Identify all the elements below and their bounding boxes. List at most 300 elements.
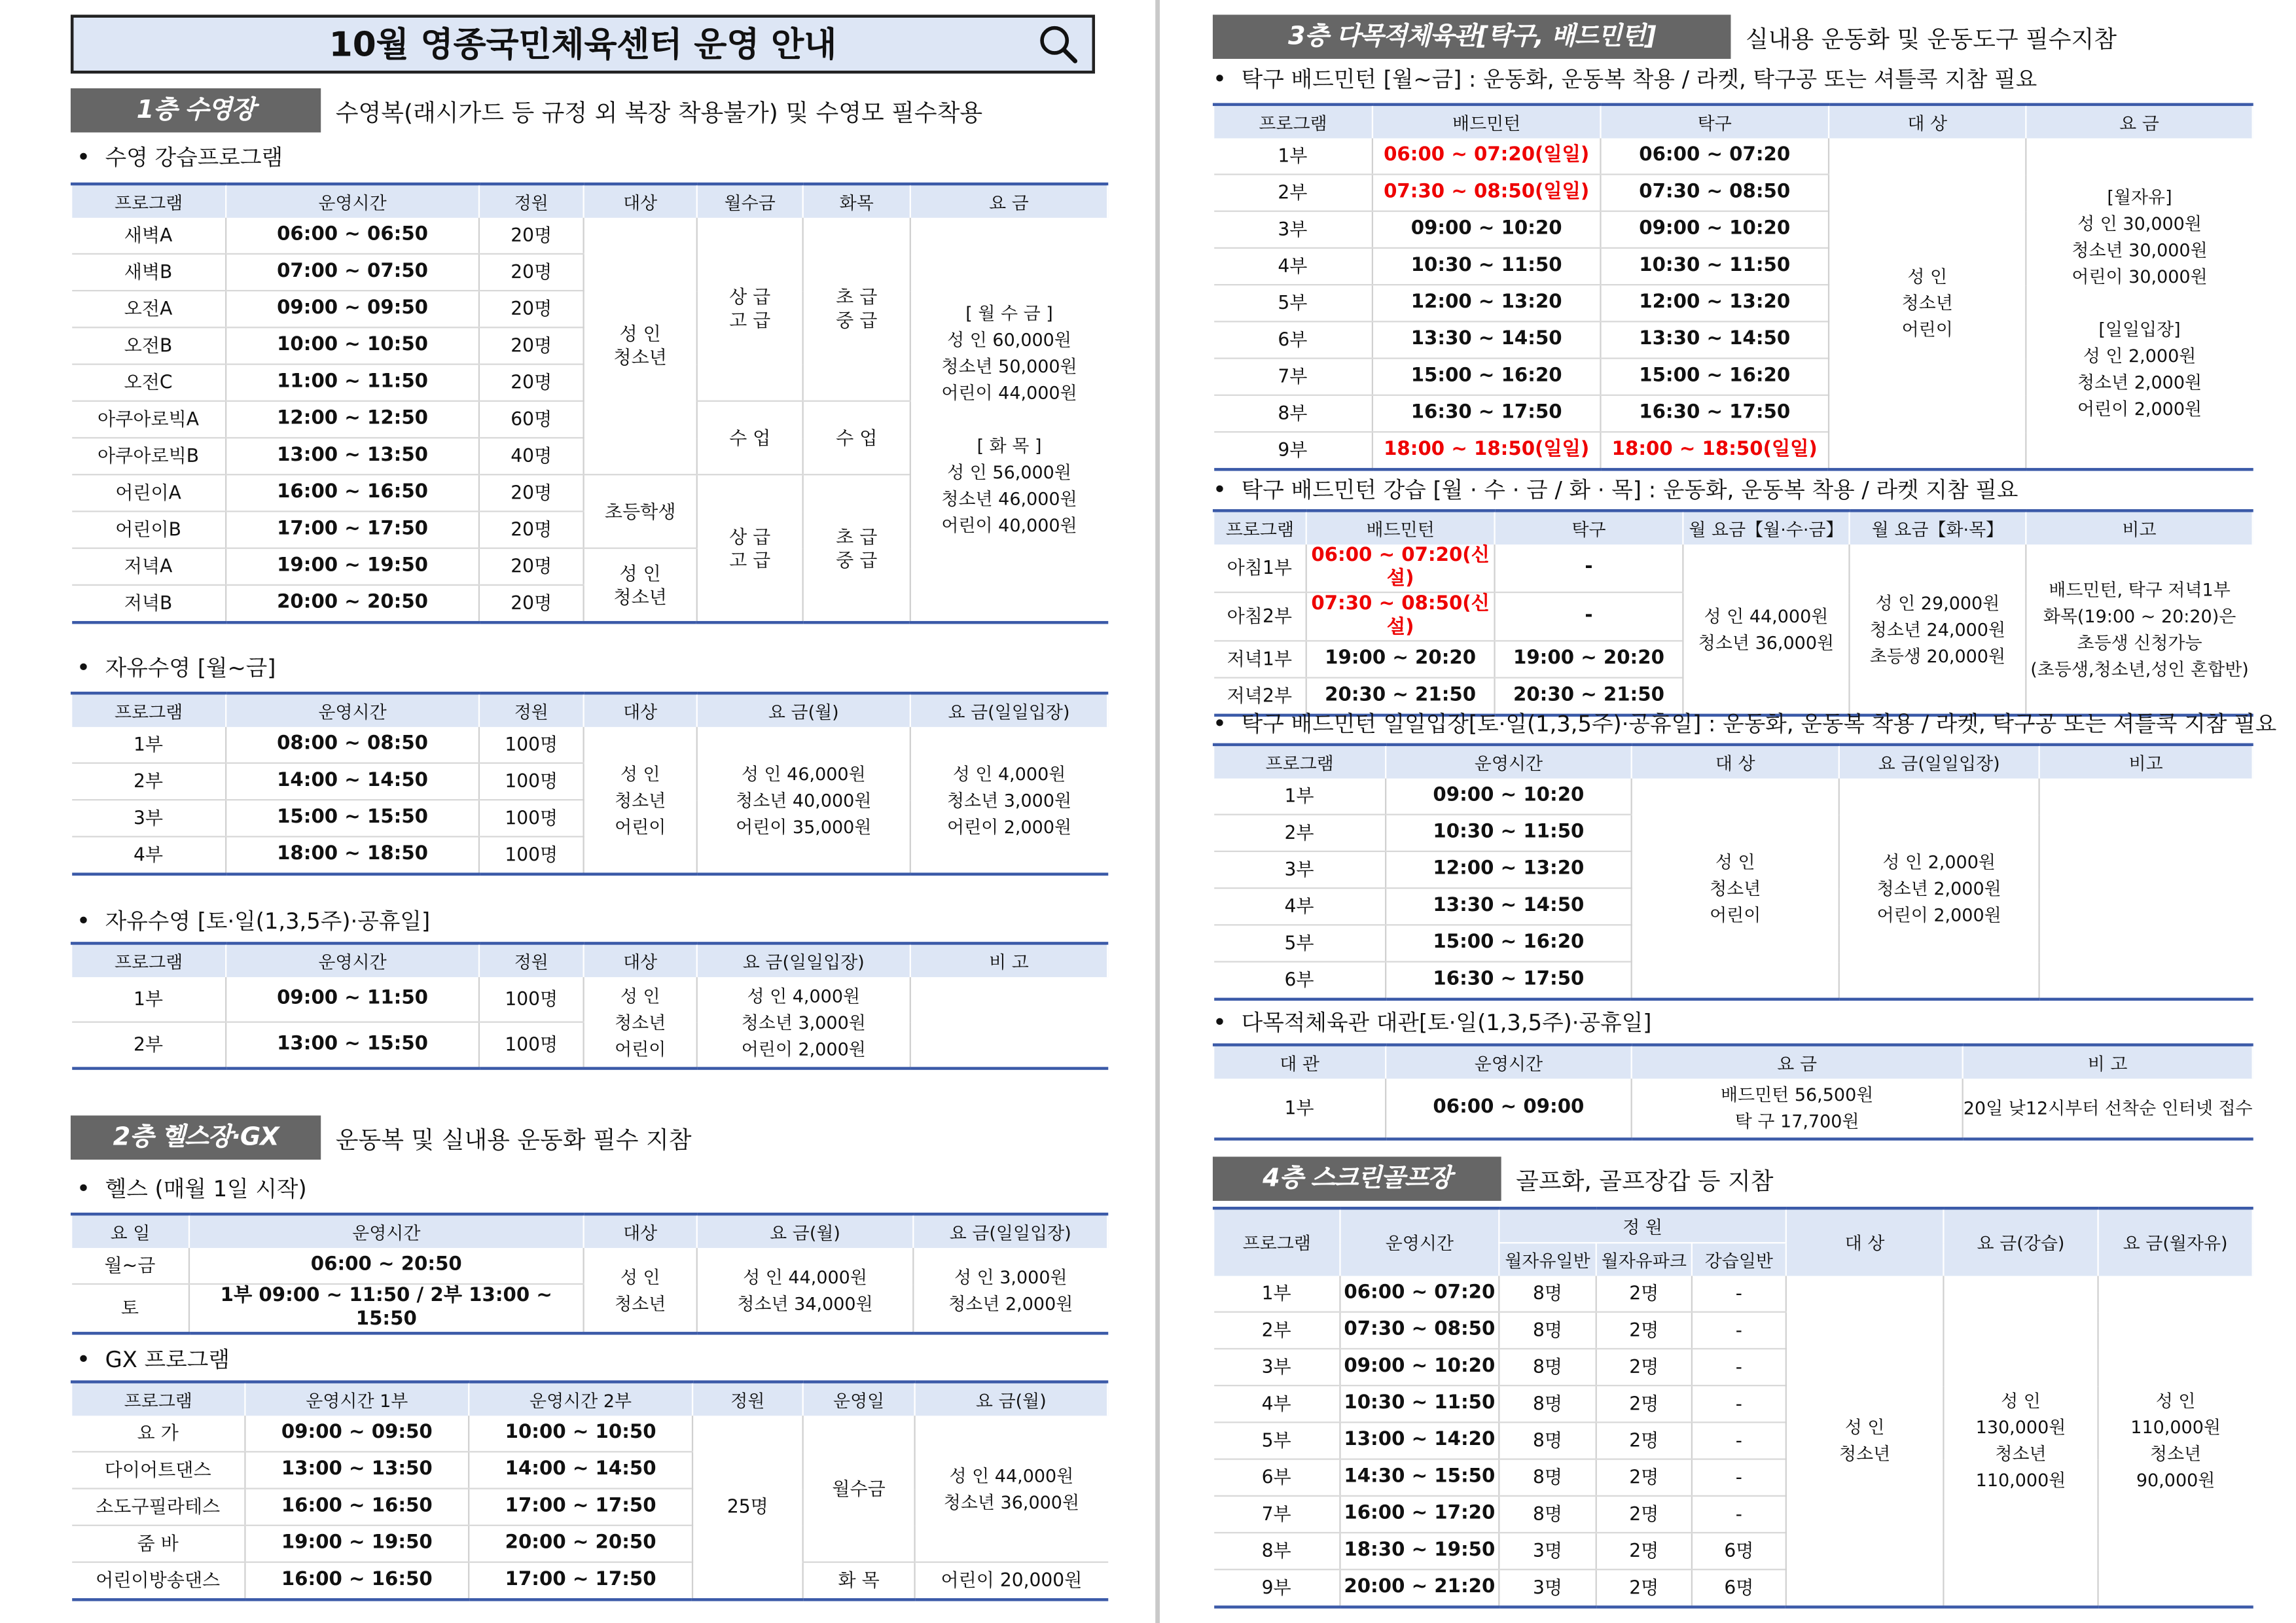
golf-header-5: 요 금(월자유) [2098, 1208, 2253, 1275]
table-row [71, 218, 1107, 254]
program-name: 새벽A [71, 218, 226, 254]
badminton-time: 20:30 ~ 21:50 [1306, 678, 1495, 715]
swim-lesson-heading: • 수영 강습프로그램 [77, 141, 1108, 173]
floor3-badge: 3층 다목적체육관[탁구, 배드민턴] [1213, 14, 1731, 58]
capacity-value: 100명 [479, 836, 584, 874]
capacity-value: 20명 [479, 585, 584, 622]
free-swim-weekend-table [71, 942, 1108, 1070]
program-name: 오전A [71, 291, 226, 327]
floor1-header [71, 88, 1108, 132]
table-tennis-time: 13:30 ~ 14:50 [1600, 321, 1829, 358]
table-tennis-time: 12:00 ~ 13:20 [1600, 285, 1829, 321]
program-name: 요 가 [71, 1416, 245, 1452]
table-tennis-time: - [1495, 544, 1683, 592]
golf-header-row [1213, 1208, 2253, 1243]
time-part2: 20:00 ~ 20:50 [469, 1525, 692, 1562]
floor1-badge: 1층 수영장 [71, 88, 321, 132]
program-name: 6부 [1213, 321, 1372, 358]
capacity-value: 20명 [479, 511, 584, 548]
badminton-time: 18:00 ~ 18:50(일일) [1372, 432, 1601, 469]
time-value: 12:00 ~ 13:20 [1386, 851, 1632, 888]
tt-bad-free-header-0: 프로그램 [1213, 105, 1372, 139]
table-tennis-time: - [1495, 592, 1683, 641]
time-part2: 14:00 ~ 14:50 [469, 1452, 692, 1488]
program-name: 아침1부 [1213, 544, 1306, 592]
fee-mwf-cell: 성 인 44,000원 청소년 36,000원 [1683, 544, 1849, 715]
day-value: 토 [71, 1284, 189, 1333]
program-name: 어린이B [71, 511, 226, 548]
swim-lesson-table [71, 183, 1108, 624]
tt-bad-day-header-0: 프로그램 [1213, 745, 1386, 779]
swim-lesson-header-4: 월수금 [697, 184, 803, 218]
fee-cell: 배드민턴 56,500원 탁 구 17,700원 [1632, 1079, 1963, 1139]
tt-bad-day-table [1213, 743, 2253, 1001]
golf-table [1213, 1207, 2253, 1609]
rental-wrap [1213, 1043, 2253, 1140]
fee-cell: [ 월 수 금 ] 성 인 60,000원 청소년 50,000원 어린이 44,000원 [ 화 목 ] 성 인 56,000원 청소년 46,000원 어린이 40,000원 [910, 218, 1107, 622]
time-value: 14:30 ~ 15:50 [1340, 1459, 1499, 1496]
swim-lesson-table-wrap [71, 183, 1108, 624]
capacity-value: 20명 [479, 218, 584, 254]
free-swim-weekend-heading: • 자유수영 [토·일(1,3,5주)·공휴일] [77, 905, 1108, 937]
program-name: 2부 [71, 763, 226, 800]
capacity-free-general: 3명 [1499, 1569, 1596, 1607]
swim-lesson-header-0: 프로그램 [71, 184, 226, 218]
program-name: 다이어트댄스 [71, 1452, 245, 1488]
capacity-free-park: 2명 [1596, 1569, 1692, 1607]
tt-bad-day-header-3: 요 금(일일입장) [1839, 745, 2039, 779]
time-value: 16:00 ~ 17:20 [1340, 1496, 1499, 1533]
golf-subheader-0: 월자유일반 [1499, 1243, 1596, 1276]
capacity-lesson-general: 6명 [1692, 1533, 1786, 1569]
tt-bad-day-header-2: 대 상 [1632, 745, 1839, 779]
fee-day-cell: 성 인 4,000원 청소년 3,000원 어린이 2,000원 [910, 727, 1107, 874]
capacity-free-general: 8명 [1499, 1496, 1596, 1533]
golf-wrap [1213, 1207, 2253, 1609]
rental-header-3: 비 고 [1963, 1045, 2253, 1079]
floor1-note: 수영복(래시가드 등 규정 외 복장 착용불가) 및 수영모 필수착용 [335, 98, 983, 126]
table-tennis-time: 15:00 ~ 16:20 [1600, 359, 1829, 395]
badminton-time: 13:30 ~ 14:50 [1372, 321, 1601, 358]
capacity-free-general: 8명 [1499, 1459, 1596, 1496]
swim-lesson-header-5: 화목 [803, 184, 910, 218]
day-cell: 화 목 [803, 1562, 915, 1599]
capacity-free-general: 8명 [1499, 1312, 1596, 1349]
time-value: 15:00 ~ 16:20 [1386, 925, 1632, 961]
badminton-time: 12:00 ~ 13:20 [1372, 285, 1601, 321]
gym-header-2: 대상 [584, 1214, 697, 1248]
capacity-value: 20명 [479, 254, 584, 291]
floor2-header [71, 1116, 1108, 1160]
time-value: 09:00 ~ 09:50 [226, 291, 479, 327]
program-name: 7부 [1213, 1496, 1340, 1533]
time-part2: 17:00 ~ 17:50 [469, 1562, 692, 1599]
free-swim-weekend-header-5: 비 고 [910, 943, 1107, 977]
target-cell: 성 인 청소년 [1786, 1276, 1944, 1607]
badminton-time: 15:00 ~ 16:20 [1372, 359, 1601, 395]
capacity-free-park: 2명 [1596, 1496, 1692, 1533]
tt-bad-free-body [1213, 138, 2253, 469]
tt-bad-free-header-3: 대 상 [1829, 105, 2026, 139]
tt-bad-free-header-row [1213, 105, 2253, 139]
tt-bad-lesson-table [1213, 509, 2253, 717]
gym-header-3: 요 금(월) [697, 1214, 914, 1248]
capacity-free-park: 2명 [1596, 1349, 1692, 1385]
table-row [1213, 138, 2253, 174]
capacity-free-park: 2명 [1596, 1533, 1692, 1569]
table-row [71, 1562, 1107, 1599]
badminton-time: 19:00 ~ 20:20 [1306, 641, 1495, 677]
tt-level-cell: 초 급 중 급 [803, 474, 910, 622]
program-name: 저녁2부 [1213, 678, 1306, 715]
capacity-value: 100명 [479, 1022, 584, 1069]
gx-header-5: 요 금(월) [915, 1382, 1108, 1416]
gx-heading: • GX 프로그램 [77, 1344, 1108, 1376]
tt-bad-lesson-header-3: 월 요금【월·수·금】 [1683, 510, 1849, 544]
fee-tt-cell: 성 인 29,000원 청소년 24,000원 초등생 20,000원 [1849, 544, 2026, 715]
time-value: 18:30 ~ 19:50 [1340, 1533, 1499, 1569]
tt-bad-lesson-header-row [1213, 510, 2253, 544]
capacity-free-general: 8명 [1499, 1349, 1596, 1385]
golf-header-3: 대 상 [1786, 1208, 1944, 1275]
program-name: 9부 [1213, 432, 1372, 469]
gym-header-row [71, 1214, 1107, 1248]
program-name: 5부 [1213, 925, 1386, 961]
capacity-free-park: 2명 [1596, 1385, 1692, 1422]
free-swim-weekday-header-5: 요 금(일일입장) [910, 693, 1107, 727]
tt-level-cell: 수 업 [803, 401, 910, 474]
program-name: 5부 [1213, 285, 1372, 321]
time-value: 16:30 ~ 17:50 [1386, 962, 1632, 999]
capacity-lesson-general: - [1692, 1459, 1786, 1496]
target-cell: 초등학생 [584, 474, 697, 548]
capacity-value: 20명 [479, 474, 584, 511]
badminton-time: 06:00 ~ 07:20(일일) [1372, 138, 1601, 174]
time-value: 16:00 ~ 16:50 [226, 474, 479, 511]
table-tennis-time: 09:00 ~ 10:20 [1600, 211, 1829, 248]
table-row [1213, 779, 2253, 815]
capacity-value: 100명 [479, 977, 584, 1022]
capacity-lesson-general: - [1692, 1385, 1786, 1422]
time-value: 09:00 ~ 10:20 [1340, 1349, 1499, 1385]
program-name: 저녁B [71, 585, 226, 622]
capacity-lesson-general: - [1692, 1422, 1786, 1459]
free-swim-weekend-wrap [71, 942, 1108, 1070]
column-divider [1155, 0, 1160, 1623]
fee-lesson-cell: 성 인 130,000원 청소년 110,000원 [1943, 1276, 2098, 1607]
program-name: 5부 [1213, 1422, 1340, 1459]
time-value: 17:00 ~ 17:50 [226, 511, 479, 548]
program-name: 줌 바 [71, 1525, 245, 1562]
time-value: 10:00 ~ 10:50 [226, 327, 479, 364]
day-value: 월~금 [71, 1248, 189, 1284]
swim-lesson-header-6: 요 금 [910, 184, 1107, 218]
capacity-value: 20명 [479, 327, 584, 364]
program-name: 아침2부 [1213, 592, 1306, 641]
time-value: 10:30 ~ 11:50 [1386, 815, 1632, 851]
target-cell: 성 인 청소년 어린이 [584, 977, 697, 1068]
gx-body [71, 1416, 1107, 1599]
tt-bad-lesson-body [1213, 544, 2253, 715]
badminton-time: 10:30 ~ 11:50 [1372, 248, 1601, 285]
gym-table-wrap [71, 1213, 1108, 1335]
time-value: 1부 09:00 ~ 11:50 / 2부 13:00 ~ 15:50 [189, 1284, 584, 1333]
capacity-lesson-general: - [1692, 1312, 1786, 1349]
golf-body [1213, 1276, 2253, 1607]
note-cell: 배드민턴, 탁구 저녁1부 화목(19:00 ~ 20:20)은 초등생 신청가능 (초등생,청소년,성인 혼합반) [2026, 544, 2252, 715]
capacity-value: 100명 [479, 800, 584, 836]
time-part1: 16:00 ~ 16:50 [245, 1489, 469, 1525]
search-icon[interactable] [1039, 25, 1077, 63]
time-value: 12:00 ~ 12:50 [226, 401, 479, 438]
badminton-time: 16:30 ~ 17:50 [1372, 395, 1601, 432]
free-swim-weekday-header-1: 운영시간 [226, 693, 479, 727]
time-value: 07:00 ~ 07:50 [226, 254, 479, 291]
time-value: 10:30 ~ 11:50 [1340, 1385, 1499, 1422]
floor4-header [1213, 1156, 2253, 1200]
day-cell: 월수금 [803, 1416, 915, 1562]
page-title: 10월 영종국민체육센터 운영 안내 [329, 26, 837, 65]
time-value: 18:00 ~ 18:50 [226, 836, 479, 874]
tt-bad-lesson-heading: • 탁구 배드민턴 강습 [월 · 수 · 금 / 화 · 목] : 운동화, 운동복 착용 / 라켓 지참 필요 [1213, 474, 2253, 506]
golf-header-2: 정 원 [1499, 1208, 1786, 1243]
note-cell: 20일 낮12시부터 선착순 인터넷 접수 [1963, 1079, 2253, 1139]
table-tennis-time: 16:30 ~ 17:50 [1600, 395, 1829, 432]
program-name: 3부 [1213, 851, 1386, 888]
capacity-value: 100명 [479, 727, 584, 763]
capacity-free-general: 8명 [1499, 1385, 1596, 1422]
floor4-badge: 4층 스크린골프장 [1213, 1156, 1501, 1200]
capacity-lesson-general: - [1692, 1276, 1786, 1312]
free-swim-weekday-table [71, 692, 1108, 876]
badminton-time: 07:30 ~ 08:50(신설) [1306, 592, 1495, 641]
table-tennis-time: 20:30 ~ 21:50 [1495, 678, 1683, 715]
gx-table [71, 1380, 1108, 1601]
time-value: 20:00 ~ 20:50 [226, 585, 479, 622]
rental-header-1: 운영시간 [1386, 1045, 1632, 1079]
mwf-level-cell: 상 급 고 급 [697, 474, 803, 622]
table-tennis-time: 19:00 ~ 20:20 [1495, 641, 1683, 677]
mwf-level-cell: 수 업 [697, 401, 803, 474]
capacity-free-park: 2명 [1596, 1422, 1692, 1459]
time-value: 07:30 ~ 08:50 [1340, 1312, 1499, 1349]
program-name: 새벽B [71, 254, 226, 291]
tt-bad-day-body [1213, 779, 2253, 999]
swim-lesson-header-3: 대상 [584, 184, 697, 218]
gym-body [71, 1248, 1107, 1333]
program-name: 아쿠아로빅A [71, 401, 226, 438]
program-name: 어린이방송댄스 [71, 1562, 245, 1599]
program-name: 4부 [1213, 1385, 1340, 1422]
tt-bad-free-header-2: 탁구 [1600, 105, 1829, 139]
program-name: 6부 [1213, 1459, 1340, 1496]
swim-lesson-header-row [71, 184, 1107, 218]
free-swim-weekday-header-4: 요 금(월) [697, 693, 910, 727]
time-value: 13:30 ~ 14:50 [1386, 888, 1632, 925]
target-cell: 성 인 청소년 어린이 [584, 727, 697, 874]
program-name: 1부 [1213, 1276, 1340, 1312]
free-swim-weekday-header-2: 정원 [479, 693, 584, 727]
fee-cell: 성 인 2,000원 청소년 2,000원 어린이 2,000원 [1839, 779, 2039, 999]
floor2-badge: 2층 헬스장·GX [71, 1116, 321, 1160]
time-part2: 17:00 ~ 17:50 [469, 1489, 692, 1525]
tt-bad-lesson-header-2: 탁구 [1495, 510, 1683, 544]
gx-table-wrap [71, 1380, 1108, 1601]
program-name: 1부 [1213, 138, 1372, 174]
program-name: 소도구필라테스 [71, 1489, 245, 1525]
table-tennis-time: 07:30 ~ 08:50 [1600, 174, 1829, 211]
free-swim-weekend-header-3: 대상 [584, 943, 697, 977]
capacity-free-general: 8명 [1499, 1276, 1596, 1312]
fee-month-cell: 성 인 44,000원 청소년 34,000원 [697, 1248, 914, 1333]
swim-lesson-body [71, 218, 1107, 622]
table-row [71, 1248, 1107, 1284]
program-name: 3부 [71, 800, 226, 836]
time-part1: 19:00 ~ 19:50 [245, 1525, 469, 1562]
free-swim-weekday-heading: • 자유수영 [월~금] [77, 652, 1108, 684]
program-name: 1부 [1213, 779, 1386, 815]
badminton-time: 07:30 ~ 08:50(일일) [1372, 174, 1601, 211]
gx-header-4: 운영일 [803, 1382, 915, 1416]
capacity-value: 100명 [479, 763, 584, 800]
table-row [71, 977, 1107, 1022]
table-row [1213, 1276, 2253, 1312]
program-name: 7부 [1213, 359, 1372, 395]
program-name: 3부 [1213, 211, 1372, 248]
gym-table [71, 1213, 1108, 1335]
rental-header-2: 요 금 [1632, 1045, 1963, 1079]
floor4-note: 골프화, 골프장갑 등 지참 [1516, 1166, 1774, 1194]
tt-bad-day-header-row [1213, 745, 2253, 779]
table-row [1213, 1079, 2253, 1139]
capacity-lesson-general: - [1692, 1349, 1786, 1385]
golf-header-1: 운영시간 [1340, 1208, 1499, 1275]
program-name: 9부 [1213, 1569, 1340, 1607]
tt-bad-day-header-1: 운영시간 [1386, 745, 1632, 779]
time-value: 13:00 ~ 14:20 [1340, 1422, 1499, 1459]
capacity-value: 40명 [479, 438, 584, 474]
tt-bad-day-wrap [1213, 743, 2253, 1001]
gym-header-1: 운영시간 [189, 1214, 584, 1248]
program-name: 8부 [1213, 1533, 1340, 1569]
page-title-box [71, 14, 1095, 73]
capacity-lesson-general: - [1692, 1496, 1786, 1533]
rental-table [1213, 1043, 2253, 1140]
capacity-free-general: 8명 [1499, 1422, 1596, 1459]
program-name: 2부 [1213, 174, 1372, 211]
tt-bad-lesson-header-1: 배드민턴 [1306, 510, 1495, 544]
capacity-value: 20명 [479, 365, 584, 401]
capacity-free-general: 3명 [1499, 1533, 1596, 1569]
program-name: 저녁A [71, 548, 226, 585]
free-swim-weekend-header-1: 운영시간 [226, 943, 479, 977]
program-name: 6부 [1213, 962, 1386, 999]
fee-cell: [월자유] 성 인 30,000원 청소년 30,000원 어린이 30,000원 [일일입장] 성 인 2,000원 청소년 2,000원 어린이 2,000원 [2026, 138, 2252, 469]
time-value: 15:00 ~ 15:50 [226, 800, 479, 836]
table-row [1213, 544, 2253, 592]
time-value: 19:00 ~ 19:50 [226, 548, 479, 585]
program-name: 8부 [1213, 395, 1372, 432]
free-swim-weekday-wrap [71, 692, 1108, 876]
program-name: 2부 [71, 1022, 226, 1069]
time-value: 09:00 ~ 11:50 [226, 977, 479, 1022]
program-name: 1부 [71, 977, 226, 1022]
fee-day-cell: 성 인 4,000원 청소년 3,000원 어린이 2,000원 [697, 977, 910, 1068]
free-swim-weekend-header-row [71, 943, 1107, 977]
time-part1: 09:00 ~ 09:50 [245, 1416, 469, 1452]
fee-day-cell: 성 인 3,000원 청소년 2,000원 [913, 1248, 1107, 1333]
gx-header-3: 정원 [692, 1382, 803, 1416]
time-value: 20:00 ~ 21:20 [1340, 1569, 1499, 1607]
program-name: 어린이A [71, 474, 226, 511]
free-swim-weekday-header-0: 프로그램 [71, 693, 226, 727]
capacity-free-park: 2명 [1596, 1312, 1692, 1349]
golf-header-0: 프로그램 [1213, 1208, 1340, 1275]
time-value: 14:00 ~ 14:50 [226, 763, 479, 800]
time-part1: 16:00 ~ 16:50 [245, 1562, 469, 1599]
time-value: 11:00 ~ 11:50 [226, 365, 479, 401]
free-swim-weekend-header-2: 정원 [479, 943, 584, 977]
time-value: 13:00 ~ 13:50 [226, 438, 479, 474]
tt-bad-day-header-4: 비고 [2039, 745, 2253, 779]
golf-header-4: 요 금(강습) [1943, 1208, 2098, 1275]
table-tennis-time: 18:00 ~ 18:50(일일) [1600, 432, 1829, 469]
capacity-value: 20명 [479, 548, 584, 585]
program-name: 4부 [1213, 248, 1372, 285]
time-value: 13:00 ~ 15:50 [226, 1022, 479, 1069]
floor2-note: 운동복 및 실내용 운동화 필수 지참 [335, 1125, 692, 1153]
rental-body [1213, 1079, 2253, 1139]
tt-bad-day-heading: • 탁구 배드민턴 일일입장[토·일(1,3,5주)·공휴일] : 운동화, 운동복 착용 / 라켓, 탁구공 또는 셔틀콕 지참 필요 [1213, 708, 2253, 740]
tt-bad-free-header-4: 요 금 [2026, 105, 2252, 139]
free-swim-weekend-body [71, 977, 1107, 1068]
capacity-free-park: 2명 [1596, 1459, 1692, 1496]
tt-bad-free-header-1: 배드민턴 [1372, 105, 1601, 139]
fee-month-cell: 성 인 46,000원 청소년 40,000원 어린이 35,000원 [697, 727, 910, 874]
capacity-lesson-general: 6명 [1692, 1569, 1786, 1607]
tt-bad-free-table [1213, 103, 2253, 471]
golf-subheader-1: 월자유파크 [1596, 1243, 1692, 1276]
free-swim-weekday-body [71, 727, 1107, 874]
note-cell [2039, 779, 2253, 999]
tt-bad-lesson-header-4: 월 요금【화·목】 [1849, 510, 2026, 544]
free-swim-weekday-header-row [71, 693, 1107, 727]
time-part2: 10:00 ~ 10:50 [469, 1416, 692, 1452]
table-tennis-time: 06:00 ~ 07:20 [1600, 138, 1829, 174]
tt-bad-lesson-wrap [1213, 509, 2253, 717]
table-tennis-time: 10:30 ~ 11:50 [1600, 248, 1829, 285]
free-swim-weekend-header-0: 프로그램 [71, 943, 226, 977]
swim-lesson-header-2: 정원 [479, 184, 584, 218]
free-swim-weekend-header-4: 요 금(일일입장) [697, 943, 910, 977]
target-cell: 성 인 청소년 [584, 1248, 697, 1333]
target-cell: 성 인 청소년 [584, 548, 697, 623]
time-value: 08:00 ~ 08:50 [226, 727, 479, 763]
gx-header-2: 운영시간 2부 [469, 1382, 692, 1416]
note-cell [910, 977, 1107, 1068]
time-value: 09:00 ~ 10:20 [1386, 779, 1632, 815]
fee-cell: 성 인 44,000원 청소년 36,000원 [915, 1416, 1108, 1562]
target-cell: 성 인 청소년 [584, 218, 697, 474]
gym-heading: • 헬스 (매월 1일 시작) [77, 1173, 1108, 1205]
time-value: 06:00 ~ 09:00 [1386, 1079, 1632, 1139]
fee-cell: 어린이 20,000원 [915, 1562, 1108, 1599]
capacity-cell: 25명 [692, 1416, 803, 1599]
gym-header-4: 요 금(일일입장) [913, 1214, 1107, 1248]
program-name: 1부 [1213, 1079, 1386, 1139]
program-name: 3부 [1213, 1349, 1340, 1385]
time-value: 06:00 ~ 20:50 [189, 1248, 584, 1284]
